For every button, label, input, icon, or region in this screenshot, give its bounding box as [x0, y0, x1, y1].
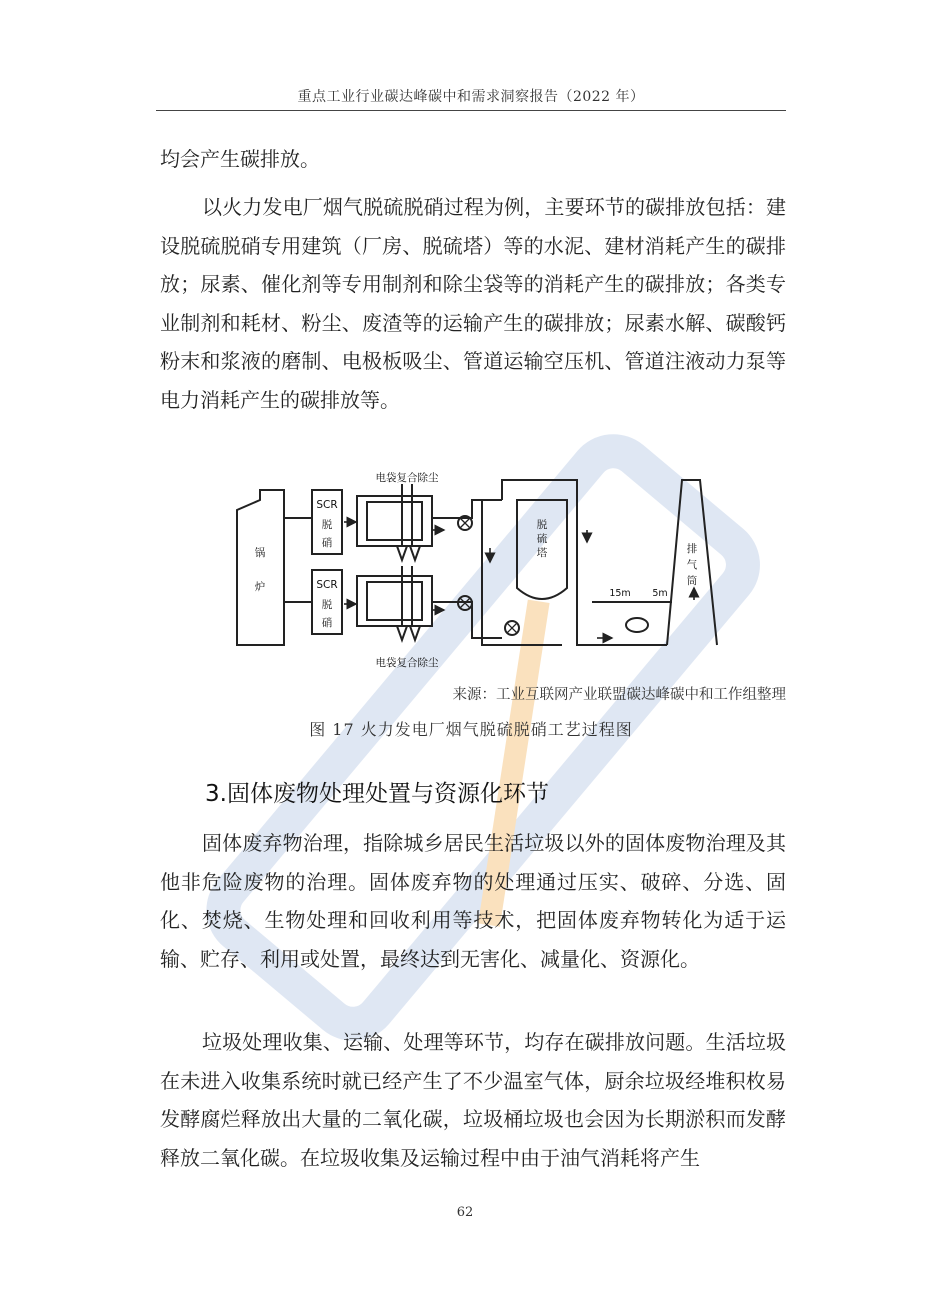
precipitator-top — [357, 496, 432, 546]
label-dist-15m: 15m — [609, 588, 631, 599]
fan-main-cross — [507, 623, 517, 633]
collector-duct — [482, 500, 562, 645]
label-boiler-1: 锅 — [254, 547, 266, 559]
label-precipitator-top: 电袋复合除尘 — [375, 472, 439, 484]
precipitator-top-inner — [367, 502, 422, 540]
label-scr-top-2: 硝 — [321, 537, 333, 549]
label-scr-top-1: 脱 — [321, 519, 333, 531]
process-diagram — [232, 470, 732, 670]
precipitator-top-hopper — [397, 546, 420, 560]
page-number: 62 — [456, 1205, 474, 1220]
label-tower-2: 硫 — [536, 533, 548, 545]
label-stack-1: 排 — [686, 543, 698, 555]
label-tower-3: 塔 — [536, 547, 548, 559]
running-header: 重点工业行业碳达峰碳中和需求洞察报告（2022 年） — [297, 89, 645, 105]
label-stack-3: 筒 — [686, 575, 698, 587]
section-heading: 3.固体废物处理处置与资源化环节 — [205, 781, 549, 807]
paragraph-garbage: 垃圾处理收集、运输、处理等环节，均存在碳排放问题。生活垃圾在未进入收集系统时就已经产生了不少温室气体，厨余垃圾经堆积枚易发酵腐烂释放出大量的二氧化碳，垃圾桶垃圾也会因为长期淤积而发酵释放二氧化碳。在垃圾收集及运输过程中由于油气消耗将产生 — [160, 1030, 786, 1170]
label-scr-bottom: SCR — [316, 579, 338, 591]
tower-duct — [502, 480, 667, 645]
precipitator-top-electrode — [402, 484, 412, 546]
paragraph-continuation: 均会产生碳排放。 — [160, 147, 320, 171]
figure-caption: 图 17 火力发电厂烟气脱硫脱硝工艺过程图 — [309, 720, 633, 739]
header-rule — [156, 110, 786, 111]
precipitator-bottom-inner — [367, 582, 422, 620]
label-precipitator-bottom: 电袋复合除尘 — [375, 657, 439, 669]
duct-bottom-out — [432, 602, 502, 638]
precipitator-bottom — [357, 576, 432, 626]
fan-top-cross — [460, 518, 470, 528]
label-boiler-2: 炉 — [254, 581, 266, 593]
label-scr-top: SCR — [316, 499, 338, 511]
boiler-shape — [237, 490, 284, 645]
label-tower-1: 脱 — [536, 519, 548, 531]
damper — [626, 618, 648, 632]
figure-source: 来源：工业互联网产业联盟碳达峰碳中和工作组整理 — [452, 687, 786, 703]
label-scr-bottom-1: 脱 — [321, 599, 333, 611]
label-stack-2: 气 — [686, 559, 698, 571]
label-dist-5m: 5m — [652, 588, 668, 599]
label-scr-bottom-2: 硝 — [321, 617, 333, 629]
precipitator-bottom-hopper — [397, 626, 420, 640]
paragraph-power-plant: 以火力发电厂烟气脱硫脱硝过程为例，主要环节的碳排放包括：建设脱硫脱硝专用建筑（厂房、脱硫塔）等的水泥、建材消耗产生的碳排放；尿素、催化剂等专用制剂和除尘袋等的消耗产生的碳排放；各类专业制剂和耗材、粉尘、废渣等的运输产生的碳排放；尿素水解、碳酸钙粉末和浆液的磨制、电极板吸尘、管道运输空压机、管道注液动力泵等电力消耗产生的碳排放等。 — [160, 195, 786, 412]
paragraph-solid-waste: 固体废弃物治理，指除城乡居民生活垃圾以外的固体废物治理及其他非危险废物的治理。固体废弃物的处理通过压实、破碎、分选、固化、焚烧、生物处理和回收利用等技术，把固体废弃物转化为适于运输、贮存、利用或处置，最终达到无害化、减量化、资源化。 — [160, 831, 786, 971]
